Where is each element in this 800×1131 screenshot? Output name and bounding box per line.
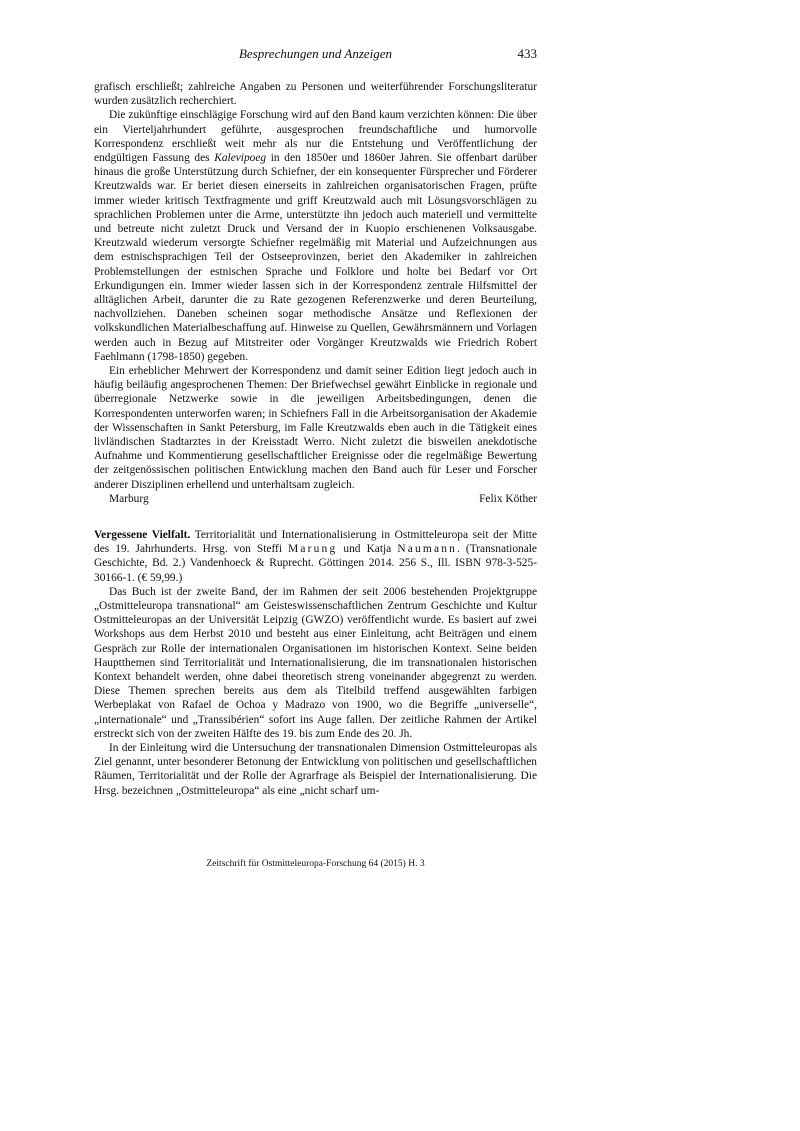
reviewer-place: Marburg [109,492,149,505]
running-title: Besprechungen und Anzeigen [238,46,393,61]
editor-name: Naumann [397,543,457,556]
journal-footer: Zeitschrift für Ostmitteleuropa-Forschung 64 (2015) H. 3 [206,859,425,869]
review-signature [94,492,537,506]
book-title: Vergessene Vielfalt. [94,529,191,541]
page-number: 433 [517,46,537,61]
running-header [94,46,537,64]
review-2 [94,528,537,798]
paragraph: Die zukünftige einschlägige Forschung wird auf den Band kaum verzichten können: Die über ein Vierteljahrhundert geführte, ausgesprochen freundschaftliche und humorvolle Korrespondenz erschließt weit mehr als nur die Entstehung und Veröffentlichung der endgültigen Fassung des Kalevipoeg in den 1850er und 1860er Jahren. Sie offenbart darüber hinaus die große Unterstützung durch Schiefner, der ein konsequenter Fürsprecher und Förderer Kreutzwalds war. Er beriet diesen einerseits in zahlreichen organisatorischen Fragen, prüfte immer wieder kritisch Textfragmente und griff Kreutzwald auch mit Lösungsvorschlägen zu sprachlichen Problemen unter die Arme, unterstützte ihn jedoch auch materiell und vermittelte und betreute nicht zuletzt Druck und Versand der in Kuopio erschienenen Volksausgabe. Kreutzwald wiederum versorgte Schiefner regelmäßig mit Material und Aufzeichnungen aus dem estnischsprachigen Teil der Ostseeprovinzen, beriet den Akademiker in zahlreichen Problemstellungen der estnischen Sprache und Folklore und holte bei Bedarf vor Ort Erkundigungen ein. Immer wieder lassen sich in der Korrespondenz zentrale Hilfsmittel der alltäglichen Arbeit, darunter die zu Rate gezogenen Referenzwerke und deren Beurteilung, nachvollziehen. Daneben scheinen sogar methodische Ansätze und Reflexionen der volkskundlichen Materialbeschaffung auf. Hinweise zu Quellen, Gewährsmännern und Vorlagen werden auch in Bezug auf Mitstreiter oder Vorgänger Kreutzwalds wie Friedrich Robert Faehlmann (1798-1850) gegeben. [94,109,537,363]
paragraph: Ein erheblicher Mehrwert der Korrespondenz und damit seiner Edition liegt jedoch auch in häufig beiläufig angesprochenen Themen: Der Briefwechsel gewährt Einblicke in regionale und überregionale Netzwerke sowie in die jeweiligen Arbeitsbedingungen, denen die Korrespondenten unterworfen waren; in Schiefners Fall in die Arbeitsorganisation der Akademie der Wissenschaften in Sankt Petersburg, im Falle Kreutzwalds eben auch in die Tätigkeit eines livländischen Stadtarztes in der Kreisstadt Werro. Nicht zuletzt die bisweilen anekdotische Aufnahme und Kommentierung gesellschaftlicher Ereignisse oder die regelmäßige Bewertung der zeitgenössischen politischen Entwicklung machen den Band auch für Leser und Forscher anderer Disziplinen erhellend und unterhaltsam zugleich. [94,365,537,491]
reviewer-name: Felix Köther [479,492,537,505]
paragraph: In der Einleitung wird die Untersuchung der transnationalen Dimension Ostmitteleuropas als Ziel genannt, unter besonderer Betonung der Entwicklung von politischen und gesellschaftlichen Räumen, Territorialität und der Rolle der Agrarfrage als Beispiel der Internationalisierung. Die Hrsg. bezeichnen „Ostmitteleuropa“ als eine „nicht scharf um- [94,742,537,797]
work-title: Kalevipoeg [214,152,267,165]
review-1 [94,80,537,506]
paragraph: grafisch erschließt; zahlreiche Angaben zu Personen und weiterführender Forschungsliteratur wurden zusätzlich recherchiert. [94,81,537,108]
paragraph: Das Buch ist der zweite Band, der im Rahmen der seit 2006 bestehenden Projektgruppe „Ostmitteleuropa transnational“ am Geisteswissenschaftlichen Zentrum Geschichte und Kultur Ostmitteleuropas an der Universität Leipzig (GWZO) veröffentlicht wurde. Es basiert auf zwei Workshops aus dem Herbst 2010 und besteht aus einer Einleitung, acht Beiträgen und einem Gespräch zur Rolle der internationalen Organisationen im historischen Kontext. Seine beiden Hauptthemen sind Territorialität und Internationalisierung, die im transnationalen historischen Kontext behandelt werden, ohne dabei theoretisch streng voneinander abgegrenzt zu werden. Diese Themen sprechen bereits aus dem als Titelbild treffend ausgewählten farbigen Werbeplakat von Rafael de Ochoa y Madrazo von 1900, wo die Begriffe „universelle“, „internationale“ und „Transsibérien“ sofort ins Auge fallen. Der zeitliche Rahmen der Artikel erstreckt sich von der zweiten Hälfte des 19. bis zum Ende des 20. Jh. [94,585,537,740]
bibliographic-entry: Vergessene Vielfalt. Territorialität und Internationalisierung in Ostmitteleuropa seit der Mitte des 19. Jahrhunderts. Hrsg. von Steffi Marung und Katja Naumann. (Transnationale Geschichte, Bd. 2.) Vandenhoeck & Ruprecht. Göttingen 2014. 256 S., Ill. ISBN 978-3-525-30166-1. (€ 59,99.) [94,529,537,584]
editor-name: Marung [288,543,338,556]
